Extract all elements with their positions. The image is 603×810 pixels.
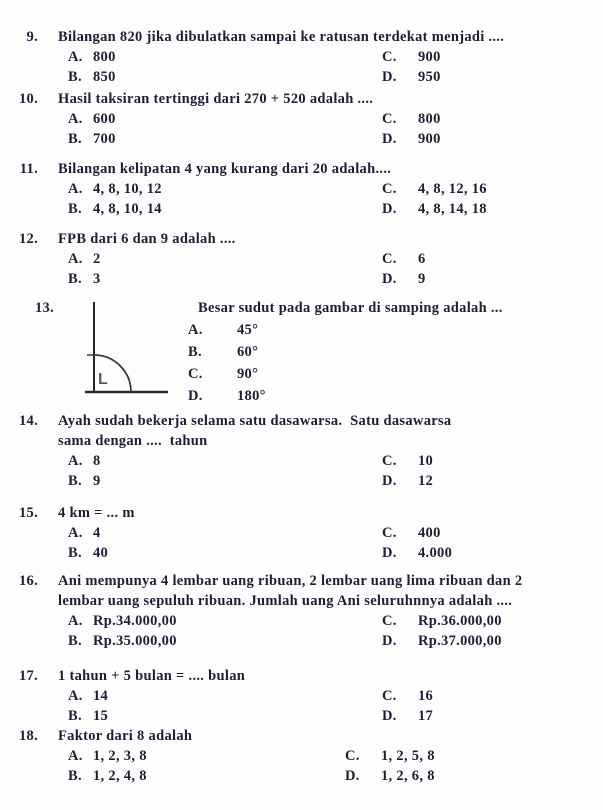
option-letter: B. bbox=[188, 344, 202, 360]
question-line bbox=[0, 726, 603, 746]
option-value: 900 bbox=[418, 131, 441, 147]
option bbox=[68, 766, 147, 786]
option-value: 850 bbox=[93, 69, 116, 85]
option-value: 400 bbox=[418, 525, 441, 541]
option-row bbox=[0, 686, 603, 706]
option-value: 8 bbox=[93, 453, 101, 469]
question-number: 9. bbox=[26, 29, 38, 45]
option-letter: B. bbox=[68, 271, 82, 287]
option bbox=[68, 47, 116, 67]
question-10 bbox=[0, 89, 603, 149]
option-letter: D. bbox=[382, 201, 397, 217]
question-text: 4 km = ... m bbox=[58, 505, 135, 521]
option bbox=[345, 746, 435, 766]
option bbox=[382, 451, 433, 471]
option-letter: A. bbox=[68, 181, 83, 197]
option bbox=[382, 611, 502, 631]
option bbox=[68, 451, 101, 471]
option-value: 40 bbox=[93, 545, 109, 561]
option bbox=[68, 199, 162, 219]
option-letter: D. bbox=[345, 768, 360, 784]
option-row bbox=[0, 249, 603, 269]
option-value: 9 bbox=[93, 473, 101, 489]
question-text: FPB dari 6 dan 9 adalah .... bbox=[58, 231, 236, 247]
option bbox=[382, 269, 426, 289]
option-value: Rp.36.000,00 bbox=[418, 613, 502, 629]
option-row bbox=[0, 451, 603, 471]
option-row bbox=[0, 543, 603, 563]
question-number: 11. bbox=[19, 161, 38, 177]
option-value: 700 bbox=[93, 131, 116, 147]
option-letter: C. bbox=[382, 525, 397, 541]
option-letter: D. bbox=[382, 271, 397, 287]
option bbox=[68, 611, 177, 631]
question-text: lembar uang sepuluh ribuan. Jumlah uang Ani seluruhnnya adalah .... bbox=[58, 593, 513, 609]
option bbox=[68, 706, 108, 726]
option-letter: B. bbox=[68, 131, 82, 147]
option-value: 15 bbox=[93, 708, 109, 724]
option bbox=[382, 47, 441, 67]
option-value: 1, 2, 6, 8 bbox=[381, 768, 435, 784]
option-letter: C. bbox=[382, 688, 397, 704]
angle-figure-label: L bbox=[98, 371, 109, 388]
option-letter: C. bbox=[345, 748, 360, 764]
option-letter: D. bbox=[382, 633, 397, 649]
option-value: Rp.35.000,00 bbox=[93, 633, 177, 649]
question-line bbox=[0, 159, 603, 179]
question-text: sama dengan .... tahun bbox=[58, 433, 208, 449]
option bbox=[188, 319, 603, 341]
option bbox=[68, 543, 108, 563]
option bbox=[382, 179, 487, 199]
option-value: 800 bbox=[418, 111, 441, 127]
option-letter: A. bbox=[68, 111, 83, 127]
option-value: 4.000 bbox=[418, 545, 453, 561]
question-number: 16. bbox=[18, 573, 38, 589]
question-line bbox=[0, 411, 603, 431]
question-line bbox=[0, 591, 603, 611]
option-letter: C. bbox=[382, 251, 397, 267]
option-row bbox=[0, 199, 603, 219]
option-value: Rp.37.000,00 bbox=[418, 633, 502, 649]
question-line bbox=[0, 89, 603, 109]
option-value: 1, 2, 4, 8 bbox=[93, 768, 147, 784]
option-value: 4, 8, 10, 14 bbox=[93, 201, 162, 217]
option bbox=[68, 269, 101, 289]
question-number: 15. bbox=[18, 505, 38, 521]
option bbox=[382, 129, 441, 149]
option-row bbox=[0, 269, 603, 289]
option bbox=[68, 129, 116, 149]
question-line bbox=[0, 503, 603, 523]
option-letter: C. bbox=[382, 181, 397, 197]
option-letter: C. bbox=[382, 613, 397, 629]
right-angle-figure bbox=[80, 300, 180, 400]
option-value: 10 bbox=[418, 453, 434, 469]
question-number: 14. bbox=[18, 413, 38, 429]
option-row bbox=[0, 706, 603, 726]
option-row bbox=[0, 67, 603, 87]
option bbox=[382, 109, 441, 129]
question-16 bbox=[0, 571, 603, 651]
option-row bbox=[0, 766, 603, 786]
question-11 bbox=[0, 159, 603, 219]
option-letter: D. bbox=[382, 131, 397, 147]
option bbox=[68, 109, 116, 129]
question-18 bbox=[0, 726, 603, 786]
option-letter: A. bbox=[68, 251, 83, 267]
option-letter: B. bbox=[68, 69, 82, 85]
question-number: 12. bbox=[18, 231, 38, 247]
option-value: 4, 8, 14, 18 bbox=[418, 201, 487, 217]
option bbox=[188, 363, 603, 385]
option-letter: D. bbox=[382, 69, 397, 85]
option bbox=[68, 67, 116, 87]
option-letter: B. bbox=[68, 633, 82, 649]
option-value: 1, 2, 3, 8 bbox=[93, 748, 147, 764]
option-row bbox=[0, 47, 603, 67]
option-value: 4, 8, 10, 12 bbox=[93, 181, 162, 197]
question-line bbox=[0, 571, 603, 591]
option-value: 6 bbox=[418, 251, 426, 267]
option-value: 1, 2, 5, 8 bbox=[381, 748, 435, 764]
option-value: Rp.34.000,00 bbox=[93, 613, 177, 629]
option-letter: A. bbox=[68, 525, 83, 541]
option bbox=[188, 385, 603, 407]
option bbox=[68, 523, 101, 543]
option-value: 90° bbox=[237, 366, 259, 382]
question-13 bbox=[0, 297, 603, 409]
option bbox=[68, 686, 108, 706]
option-letter: C. bbox=[382, 49, 397, 65]
question-text: 1 tahun + 5 bulan = .... bulan bbox=[58, 668, 246, 684]
option bbox=[382, 631, 502, 651]
option-row bbox=[0, 109, 603, 129]
option bbox=[382, 523, 441, 543]
option-letter: C. bbox=[382, 453, 397, 469]
option-letter: D. bbox=[382, 708, 397, 724]
option bbox=[382, 199, 487, 219]
option-value: 2 bbox=[93, 251, 101, 267]
option-row bbox=[0, 129, 603, 149]
option-value: 17 bbox=[418, 708, 434, 724]
option-letter: A. bbox=[68, 688, 83, 704]
question-line bbox=[0, 666, 603, 686]
option-row bbox=[0, 746, 603, 766]
option bbox=[188, 341, 603, 363]
question-text: Ayah sudah bekerja selama satu dasawarsa. Satu dasawarsa bbox=[58, 413, 452, 429]
option-row bbox=[0, 523, 603, 543]
option bbox=[68, 631, 177, 651]
question-line bbox=[0, 27, 603, 47]
question-text: Besar sudut pada gambar di samping adalah ... bbox=[198, 300, 503, 316]
question-text: Ani mempunya 4 lembar uang ribuan, 2 lembar uang lima ribuan dan 2 bbox=[58, 573, 523, 589]
question-text: Faktor dari 8 adalah bbox=[58, 728, 193, 744]
option-letter: A. bbox=[68, 748, 83, 764]
option-value: 600 bbox=[93, 111, 116, 127]
option-letter: C. bbox=[188, 366, 203, 382]
option-letter: A. bbox=[188, 322, 203, 338]
option-row bbox=[0, 631, 603, 651]
option bbox=[68, 471, 101, 491]
option-letter: B. bbox=[68, 545, 82, 561]
option-letter: B. bbox=[68, 201, 82, 217]
question-14 bbox=[0, 411, 603, 491]
option-row bbox=[0, 471, 603, 491]
option-letter: C. bbox=[382, 111, 397, 127]
option-letter: A. bbox=[68, 49, 83, 65]
option-letter: D. bbox=[382, 545, 397, 561]
option bbox=[345, 766, 435, 786]
option-row bbox=[0, 179, 603, 199]
question-text: Bilangan 820 jika dibulatkan sampai ke ratusan terdekat menjadi .... bbox=[58, 29, 505, 45]
option-value: 800 bbox=[93, 49, 116, 65]
option-value: 4, 8, 12, 16 bbox=[418, 181, 487, 197]
option bbox=[382, 686, 433, 706]
question-12 bbox=[0, 229, 603, 289]
option-letter: A. bbox=[68, 613, 83, 629]
option bbox=[382, 543, 452, 563]
option-letter: A. bbox=[68, 453, 83, 469]
question-number: 10. bbox=[18, 91, 38, 107]
option-value: 45° bbox=[237, 322, 259, 338]
option bbox=[382, 471, 433, 491]
option-value: 4 bbox=[93, 525, 101, 541]
option bbox=[68, 746, 147, 766]
question-number: 13. bbox=[34, 300, 54, 316]
question-text: Bilangan kelipatan 4 yang kurang dari 20 adalah.... bbox=[58, 161, 392, 177]
question-15 bbox=[0, 503, 603, 563]
option-value: 16 bbox=[418, 688, 434, 704]
option-letter: D. bbox=[382, 473, 397, 489]
option bbox=[382, 249, 426, 269]
option bbox=[382, 706, 433, 726]
question-text: Hasil taksiran tertinggi dari 270 + 520 adalah .... bbox=[58, 91, 374, 107]
option bbox=[68, 249, 101, 269]
question-line bbox=[0, 229, 603, 249]
option-value: 9 bbox=[418, 271, 426, 287]
option-row bbox=[0, 611, 603, 631]
option-value: 12 bbox=[418, 473, 434, 489]
option-value: 14 bbox=[93, 688, 109, 704]
question-line bbox=[0, 431, 603, 451]
option-value: 60° bbox=[237, 344, 259, 360]
option bbox=[68, 179, 162, 199]
question-number: 18. bbox=[18, 728, 38, 744]
option-letter: B. bbox=[68, 768, 82, 784]
option bbox=[382, 67, 441, 87]
question-17 bbox=[0, 666, 603, 726]
option-value: 950 bbox=[418, 69, 441, 85]
option-letter: D. bbox=[188, 388, 203, 404]
option-value: 900 bbox=[418, 49, 441, 65]
option-value: 3 bbox=[93, 271, 101, 287]
option-letter: B. bbox=[68, 708, 82, 724]
question-9 bbox=[0, 27, 603, 87]
question-number: 17. bbox=[18, 668, 38, 684]
question-body bbox=[188, 297, 603, 407]
option-value: 180° bbox=[237, 388, 266, 404]
option-letter: B. bbox=[68, 473, 82, 489]
